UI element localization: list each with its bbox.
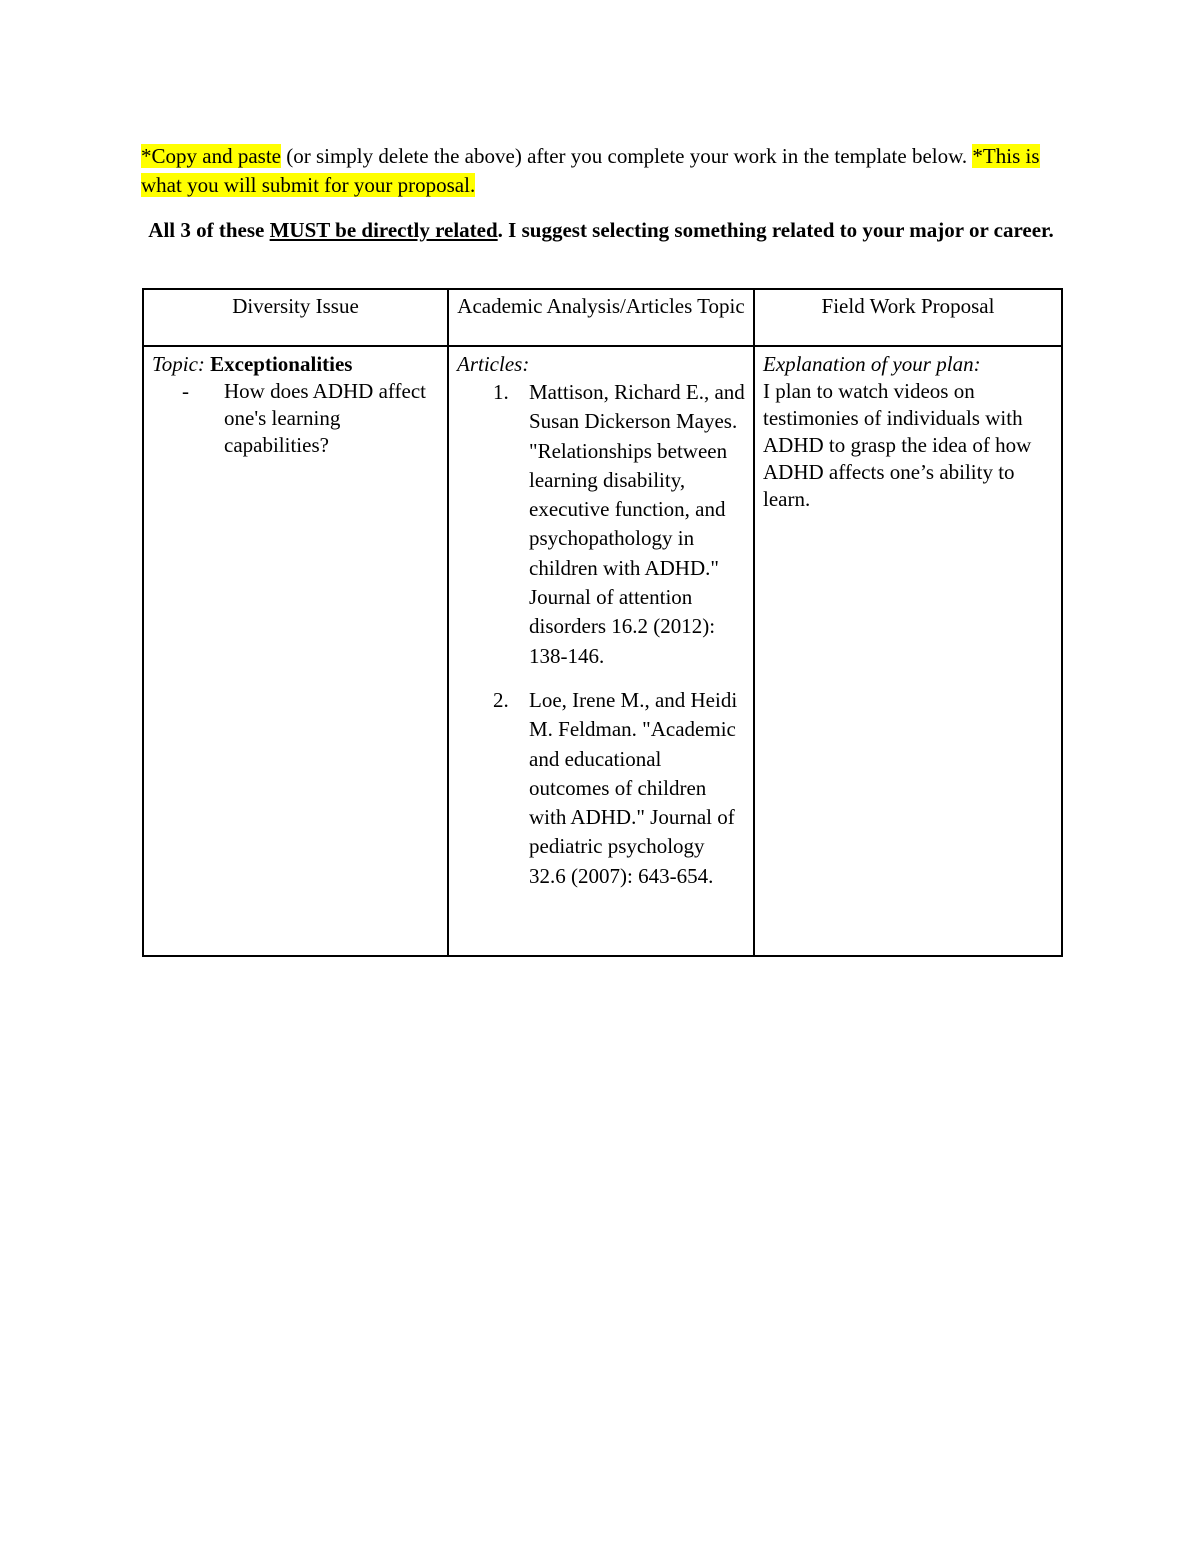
topic-label: Topic: [152, 352, 205, 376]
article-number: 1. [493, 380, 509, 404]
header-academic-analysis: Academic Analysis/Articles Topic [448, 289, 754, 346]
heading-part-1: All 3 of these [148, 218, 270, 242]
header-field-work: Field Work Proposal [754, 289, 1062, 346]
diversity-issue-cell [143, 346, 448, 956]
topic-bullet-list [152, 378, 439, 459]
field-work-cell [754, 346, 1062, 956]
articles-label [457, 351, 745, 378]
plan-label-text: Explanation of your plan: [763, 352, 981, 376]
topic-line [152, 351, 439, 378]
heading-part-2: . I suggest selecting something related to your major or career. [497, 218, 1054, 242]
highlighted-instruction: *Copy and paste [141, 144, 281, 168]
instruction-text: (or simply delete the above) after you complete your work in the template below. [280, 144, 973, 168]
intro-paragraph [141, 142, 1041, 200]
article-citation: Loe, Irene M., and Heidi M. Feldman. "Academic and educational outcomes of children with ADHD." Journal of pediatric psychology 32.6 (2007): 643-654. [529, 687, 738, 888]
table-header-row [143, 289, 1062, 346]
list-item [152, 378, 439, 459]
article-number: 2. [493, 687, 509, 712]
proposal-table [142, 288, 1063, 957]
header-diversity-issue: Diversity Issue [143, 289, 448, 346]
articles-list [457, 378, 745, 891]
topic-question: How does ADHD affect one's learning capabilities? [224, 379, 426, 457]
plan-label [763, 351, 1053, 378]
highlighted-submit-note: *This is what you will submit for your proposal. [141, 144, 1040, 197]
articles-cell [448, 346, 754, 956]
dash-bullet: - [182, 379, 189, 403]
list-item [457, 378, 745, 671]
plan-text: I plan to watch videos on testimonies of individuals with ADHD to grasp the idea of how ADHD affects one’s ability to learn. [763, 379, 1032, 511]
topic-value: Exceptionalities [210, 352, 353, 376]
article-citation: Mattison, Richard E., and Susan Dickerson Mayes. "Relationships between learning disability, executive function, and psychopathology in children with ADHD." Journal of attention disorders 16.2 (2012): 138-146. [529, 380, 745, 668]
heading-underlined: MUST be directly related [269, 218, 498, 242]
table-body-row [143, 346, 1062, 956]
requirement-heading [141, 215, 1061, 245]
articles-label-text: Articles: [457, 352, 530, 376]
list-item [457, 686, 745, 891]
